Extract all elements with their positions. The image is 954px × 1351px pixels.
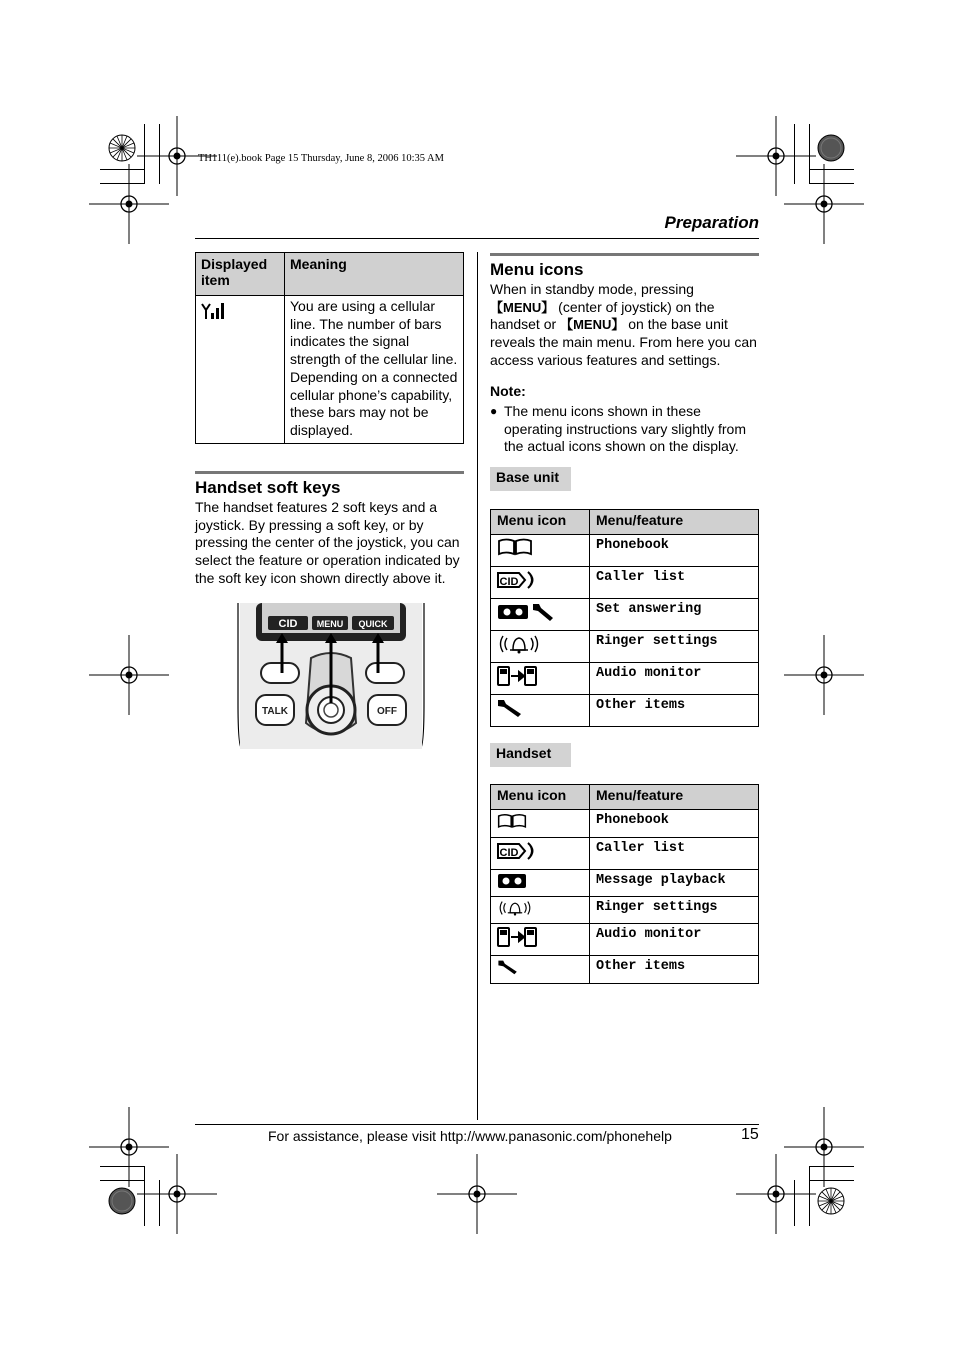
menu-key-label: MENU (316, 619, 344, 629)
set-answering-icon (497, 602, 555, 622)
table-row (491, 631, 759, 663)
phonebook-icon (497, 538, 533, 556)
quick-key-label: QUICK (358, 619, 388, 629)
page-section-title: Preparation (664, 213, 759, 232)
table-header: Meaning (285, 253, 464, 296)
menu-icons-title: Menu icons (490, 260, 584, 279)
menu-feature: Set answering (590, 599, 759, 631)
displayed-item-table (195, 252, 464, 444)
ringer-settings-icon (497, 900, 533, 916)
soft-keys-body: The handset features 2 soft keys and a joystick. By pressing a soft key, or by pressing the center of the joystick, you can select the feature or operation indicated by the soft key icon shown directly above it. (195, 499, 460, 586)
section-rule (490, 253, 759, 256)
off-key-label: OFF (377, 706, 397, 717)
table-row (491, 663, 759, 695)
message-playback-icon (497, 873, 527, 889)
menu-key: 【MENU】 (490, 299, 555, 315)
table-row (491, 897, 759, 924)
caller-list-icon (497, 570, 537, 590)
menu-feature: Caller list (590, 567, 759, 599)
menu-key: 【MENU】 (560, 317, 625, 333)
table-header: Menu/feature (590, 510, 759, 535)
note-label: Note: (490, 383, 526, 399)
footer-rule (195, 1124, 759, 1125)
menu-feature: Phonebook (590, 535, 759, 567)
menu-feature: Caller list (590, 838, 759, 870)
table-row (491, 599, 759, 631)
svg-text:CID: CID (499, 576, 519, 588)
menu-feature: Audio monitor (590, 924, 759, 956)
bullet-icon: ● (490, 404, 498, 418)
menu-feature: Phonebook (590, 810, 759, 838)
svg-text:CID: CID (499, 847, 519, 859)
handset-label: Handset (490, 743, 571, 767)
table-row (491, 567, 759, 599)
cellular-signal-icon (201, 302, 225, 320)
soft-keys-title: Handset soft keys (195, 478, 341, 497)
menu-feature: Ringer settings (590, 897, 759, 924)
table-row (196, 296, 464, 444)
other-items-icon (497, 959, 519, 975)
meaning-text: You are using a cellular line. The number of bars indicates the signal strength of the cellular line. Depending on a connected cellular phone’s capability, these bars may not be displayed. (285, 296, 464, 444)
menu-feature: Other items (590, 695, 759, 727)
other-items-icon (497, 698, 523, 718)
menu-feature: Ringer settings (590, 631, 759, 663)
ringer-settings-icon (497, 634, 541, 654)
page-number: 15 (741, 1126, 759, 1143)
column-divider (477, 252, 478, 1120)
table-row (491, 810, 759, 838)
table-row (491, 535, 759, 567)
phonebook-icon (497, 813, 527, 829)
table-row (491, 924, 759, 956)
menu-feature: Message playback (590, 870, 759, 897)
table-row (491, 956, 759, 984)
table-row (491, 695, 759, 727)
book-info: TH111(e).book Page 15 Thursday, June 8, 2006 10:35 AM (198, 153, 444, 164)
table-row (491, 870, 759, 897)
talk-key-label: TALK (262, 706, 288, 717)
caller-list-icon (497, 841, 537, 861)
table-header: Displayed item (196, 253, 285, 296)
menu-icons-intro: When in standby mode, pressing 【MENU】 (center of joystick) on the handset or 【MENU】 on the base unit reveals the main menu. From here you can access various features and settings. (490, 281, 757, 368)
header-rule (195, 238, 759, 239)
handset-menu-table (490, 784, 759, 984)
table-header: Menu icon (491, 510, 590, 535)
menu-feature: Audio monitor (590, 663, 759, 695)
footer-assistance: For assistance, please visit http://www.panasonic.com/phonehelp (268, 1128, 672, 1144)
base-unit-label: Base unit (490, 467, 571, 491)
table-row (491, 838, 759, 870)
base-unit-menu-table (490, 509, 759, 727)
table-header: Menu/feature (590, 785, 759, 810)
note-item: ● The menu icons shown in these operating instructions vary slightly from the actual icons shown on the display. (490, 403, 746, 455)
menu-feature: Other items (590, 956, 759, 984)
audio-monitor-icon (497, 927, 537, 947)
handset-illustration (236, 603, 426, 749)
cid-key-label: CID (278, 618, 298, 630)
table-header: Menu icon (491, 785, 590, 810)
section-rule (195, 471, 464, 474)
audio-monitor-icon (497, 666, 537, 686)
